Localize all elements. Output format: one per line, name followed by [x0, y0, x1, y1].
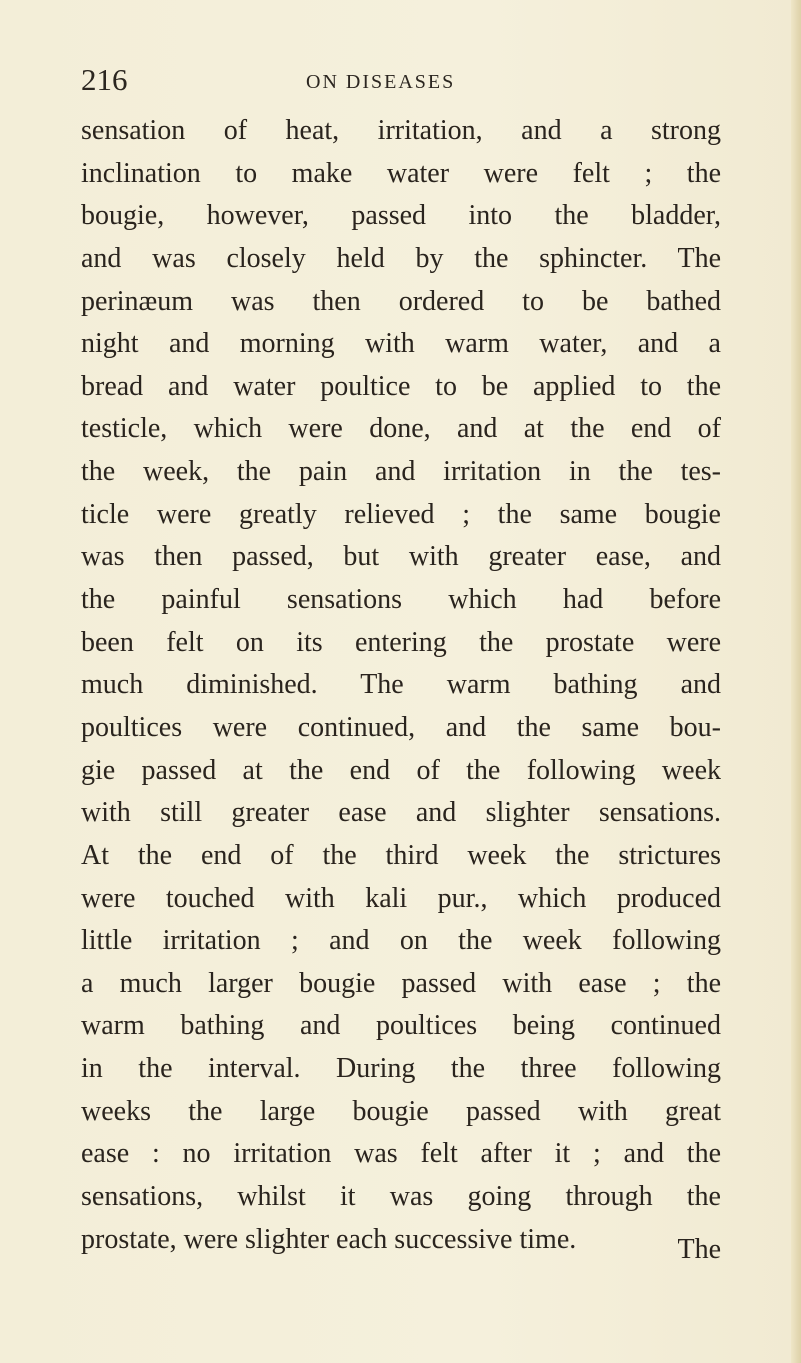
- text-line: bougie, however, passed into the bladder,: [81, 200, 721, 232]
- text-line: and was closely held by the sphincter. The: [81, 242, 721, 274]
- text-line: little irritation ; and on the week following: [81, 925, 721, 957]
- text-line: sensations, whilst it was going through the: [81, 1181, 721, 1213]
- text-line: been felt on its entering the prostate were: [81, 626, 721, 658]
- text-line: in the interval. During the three following: [81, 1053, 721, 1085]
- text-line: At the end of the third week the strictures: [81, 839, 721, 871]
- text-line: weeks the large bougie passed with great: [81, 1095, 721, 1127]
- text-line: much diminished. The warm bathing and: [81, 669, 721, 701]
- running-head: ON DISEASES: [306, 71, 456, 93]
- body-text: [81, 110, 721, 1261]
- text-line: ticle were greatly relieved ; the same bougie: [81, 498, 721, 530]
- text-line: sensation of heat, irritation, and a strong: [81, 115, 721, 146]
- text-line: night and morning with warm water, and a: [81, 328, 721, 360]
- text-line: gie passed at the end of the following week: [81, 754, 721, 786]
- catchword: The: [677, 1234, 721, 1265]
- text-line: a much larger bougie passed with ease ; the: [81, 967, 721, 999]
- page-edge: [791, 0, 801, 1363]
- text-line: perinæum was then ordered to be bathed: [81, 285, 721, 317]
- text-line: inclination to make water were felt ; the: [81, 157, 721, 189]
- text-line: prostate, were slighter each successive time.: [81, 1223, 577, 1255]
- text-line: bread and water poultice to be applied to the: [81, 370, 721, 402]
- text-line: the painful sensations which had before: [81, 584, 721, 616]
- text-line: warm bathing and poultices being continued: [81, 1010, 721, 1042]
- text-line: poultices were continued, and the same bou-: [81, 711, 721, 743]
- page-number: 216: [81, 62, 128, 97]
- text-line: ease : no irritation was felt after it ; and the: [81, 1138, 721, 1170]
- text-line: was then passed, but with greater ease, and: [81, 541, 721, 573]
- text-line: with still greater ease and slighter sensations.: [81, 797, 721, 829]
- text-line: were touched with kali pur., which produced: [81, 882, 721, 914]
- page-header: [81, 62, 721, 102]
- text-line: testicle, which were done, and at the end of: [81, 413, 721, 445]
- text-line: the week, the pain and irritation in the tes-: [81, 456, 721, 488]
